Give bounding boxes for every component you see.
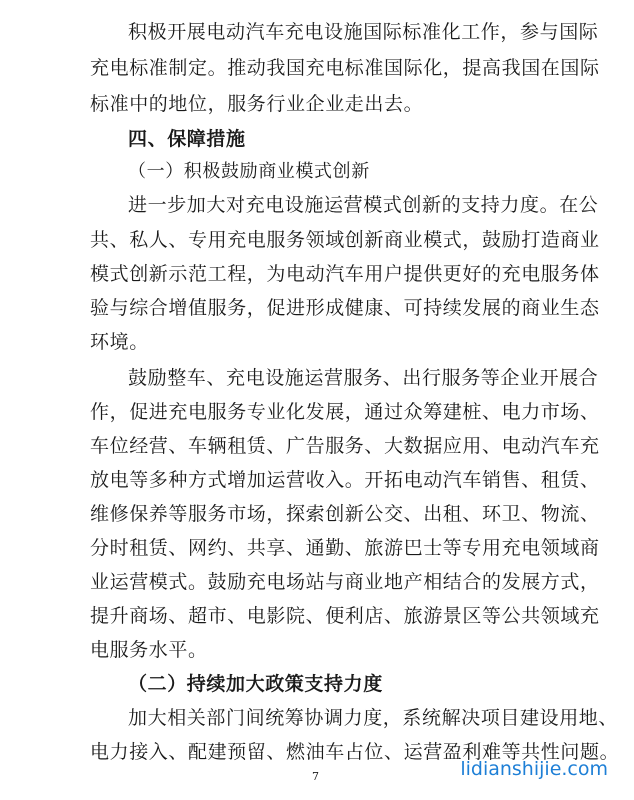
section-heading: （二）持续加大政策支持力度 [128, 673, 383, 695]
paragraph-line: 共、私人、专用充电服务领域创新商业模式，鼓励打造商业 [90, 229, 600, 251]
paragraph-line: 提升商场、超市、电影院、便利店、旅游景区等公共领域充 [90, 605, 600, 627]
page-number: 7 [312, 770, 319, 783]
paragraph-line: 积极开展电动汽车充电设施国际标准化工作，参与国际 [128, 21, 599, 43]
watermark-text: lidianshijie.com [460, 758, 608, 780]
paragraph-line: 加大相关部门间统筹协调力度，系统解决项目建设用地、 [128, 707, 619, 729]
paragraph-line: 鼓励整车、充电设施运营服务、出行服务等企业开展合 [128, 367, 599, 389]
paragraph-line: 电力接入、配建预留、燃油车占位、运营盈利难等共性问题。 [90, 741, 620, 763]
paragraph-line: 维修保养等服务市场，探索创新公交、出租、环卫、物流、 [90, 503, 600, 525]
paragraph-line: 车位经营、车辆租赁、广告服务、大数据应用、电动汽车充 [90, 435, 600, 457]
paragraph-line: 放电等多种方式增加运营收入。开拓电动汽车销售、租赁、 [90, 469, 600, 491]
subsection-heading: （一）积极鼓励商业模式创新 [128, 161, 370, 182]
paragraph-line: 验与综合增值服务，促进形成健康、可持续发展的商业生态 [90, 297, 600, 319]
paragraph-line: 充电标准制定。推动我国充电标准国际化，提高我国在国际 [90, 57, 600, 79]
paragraph-line: 电服务水平。 [90, 639, 208, 661]
paragraph-line: 标准中的地位，服务行业企业走出去。 [90, 93, 424, 115]
paragraph-line: 环境。 [90, 331, 149, 353]
paragraph-line: 进一步加大对充电设施运营模式创新的支持力度。在公 [128, 194, 599, 216]
section-heading: 四、保障措施 [128, 128, 246, 150]
paragraph-line: 模式创新示范工程，为电动汽车用户提供更好的充电服务体 [90, 263, 600, 285]
paragraph-line: 作，促进充电服务专业化发展，通过众筹建桩、电力市场、 [90, 401, 600, 423]
paragraph-line: 业运营模式。鼓励充电场站与商业地产相结合的发展方式， [90, 571, 600, 593]
paragraph-line: 分时租赁、网约、共享、通勤、旅游巴士等专用充电领域商 [90, 537, 600, 559]
